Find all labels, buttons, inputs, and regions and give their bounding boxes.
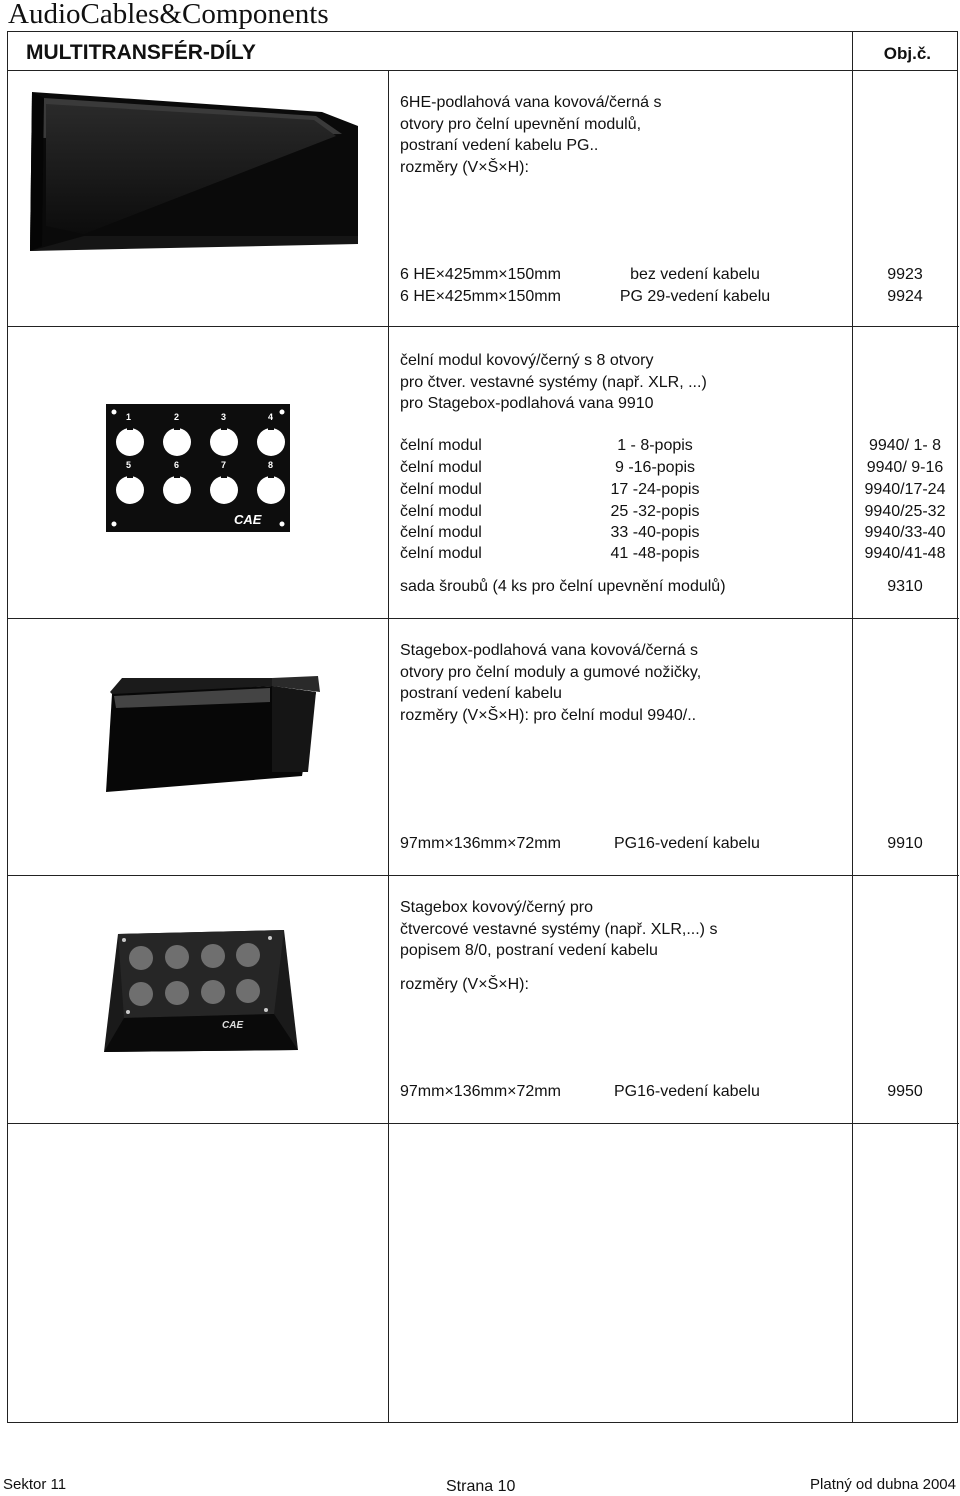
brand-title: AudioCables&Components bbox=[8, 0, 329, 30]
module-name: čelní modul bbox=[400, 437, 482, 454]
section-3-desc-1: Stagebox-podlahová vana kovová/černá s bbox=[400, 642, 698, 659]
section-1-desc-3: postraní vedení kabelu PG.. bbox=[400, 137, 599, 154]
variant: PG16-vedení kabelu bbox=[614, 835, 760, 852]
module-range: 9 -16-popis bbox=[614, 459, 696, 476]
panel-number: 3 bbox=[221, 412, 227, 422]
dimension: 97mm×136mm×72mm bbox=[400, 1083, 561, 1100]
section-1-desc-4: rozměry (V×Š×H): bbox=[400, 158, 529, 176]
table-header bbox=[7, 31, 958, 71]
row-divider bbox=[8, 326, 959, 327]
page-title: MULTITRANSFÉR-DÍLY bbox=[26, 41, 256, 64]
section-4-desc-1: Stagebox kovový/černý pro bbox=[400, 899, 593, 916]
section-4-desc-2: čtvercové vestavné systémy (např. XLR,...) s bbox=[400, 920, 718, 938]
dimension: 6 HE×425mm×150mm bbox=[400, 266, 561, 283]
stagebox-image bbox=[98, 926, 298, 1056]
section-3-desc-4: rozměry (V×Š×H): pro čelní modul 9940/.. bbox=[400, 706, 697, 724]
module-range: 17 -24-popis bbox=[610, 481, 700, 498]
dimension: 97mm×136mm×72mm bbox=[400, 835, 561, 852]
order-code: 9950 bbox=[887, 1083, 923, 1100]
stagebox-floor-tray-image bbox=[96, 672, 328, 796]
panel-number: 4 bbox=[268, 412, 274, 422]
cae-logo: CAE bbox=[234, 512, 262, 527]
screw-set-text: sada šroubů (4 ks pro čelní upevnění modulů) bbox=[400, 578, 726, 595]
order-code: 9310 bbox=[887, 578, 923, 595]
panel-number: 2 bbox=[174, 412, 180, 422]
module-range: 25 -32-popis bbox=[610, 503, 700, 520]
module-name: čelní modul bbox=[400, 481, 482, 498]
section-1-desc-2: otvory pro čelní upevnění modulů, bbox=[400, 115, 642, 133]
module-name: čelní modul bbox=[400, 524, 482, 541]
section-2-desc-3: pro Stagebox-podlahová vana 9910 bbox=[400, 395, 654, 412]
order-code: 9940/ 9-16 bbox=[866, 459, 944, 476]
cae-logo: CAE bbox=[222, 1020, 244, 1031]
order-code: 9924 bbox=[887, 288, 923, 305]
module-range: 1 - 8-popis bbox=[617, 437, 693, 454]
order-code: 9910 bbox=[887, 835, 923, 852]
order-code: 9940/17-24 bbox=[864, 481, 946, 498]
panel-number: 1 bbox=[126, 412, 132, 422]
order-code: 9940/33-40 bbox=[864, 524, 946, 541]
order-code: 9923 bbox=[887, 266, 923, 283]
module-range: 41 -48-popis bbox=[610, 545, 700, 562]
footer-sector: Sektor 11 bbox=[3, 1476, 67, 1493]
variant: PG16-vedení kabelu bbox=[614, 1083, 760, 1100]
footer-page: Strana 10 bbox=[446, 1478, 516, 1495]
section-4-desc-4: rozměry (V×Š×H): bbox=[400, 976, 529, 993]
section-1-desc-1: 6HE-podlahová vana kovová/černá s bbox=[400, 94, 662, 111]
section-3-desc-2: otvory pro čelní moduly a gumové nožičky, bbox=[400, 663, 702, 681]
row-divider bbox=[8, 875, 959, 876]
row-divider bbox=[8, 618, 959, 619]
order-code: 9940/41-48 bbox=[864, 545, 946, 562]
column-divider bbox=[852, 31, 853, 71]
module-range: 33 -40-popis bbox=[610, 524, 700, 541]
module-name: čelní modul bbox=[400, 459, 482, 476]
footer-valid: Platný od dubna 2004 bbox=[810, 1476, 956, 1493]
panel-number: 8 bbox=[268, 460, 274, 470]
section-4-desc-3: popisem 8/0, postraní vedení kabelu bbox=[400, 942, 658, 959]
dimension: 6 HE×425mm×150mm bbox=[400, 288, 561, 305]
module-name: čelní modul bbox=[400, 503, 482, 520]
section-3-desc-3: postraní vedení kabelu bbox=[400, 685, 562, 702]
floor-box-6he-image bbox=[24, 86, 362, 256]
module-name: čelní modul bbox=[400, 545, 482, 562]
front-module-panel-image bbox=[106, 404, 290, 532]
panel-number: 6 bbox=[174, 460, 180, 470]
order-code: 9940/ 1- 8 bbox=[868, 437, 942, 454]
order-number-header: Obj.č. bbox=[883, 44, 931, 63]
column-divider bbox=[388, 70, 389, 1423]
order-code: 9940/25-32 bbox=[864, 503, 946, 520]
variant: bez vedení kabelu bbox=[630, 266, 760, 283]
panel-number: 7 bbox=[221, 460, 227, 470]
section-2-desc-2: pro čtver. vestavné systémy (např. XLR, ...) bbox=[400, 373, 707, 391]
panel-number: 5 bbox=[126, 460, 132, 470]
section-2-desc-1: čelní modul kovový/černý s 8 otvory bbox=[400, 352, 654, 369]
row-divider bbox=[8, 1123, 959, 1124]
variant: PG 29-vedení kabelu bbox=[619, 288, 771, 305]
